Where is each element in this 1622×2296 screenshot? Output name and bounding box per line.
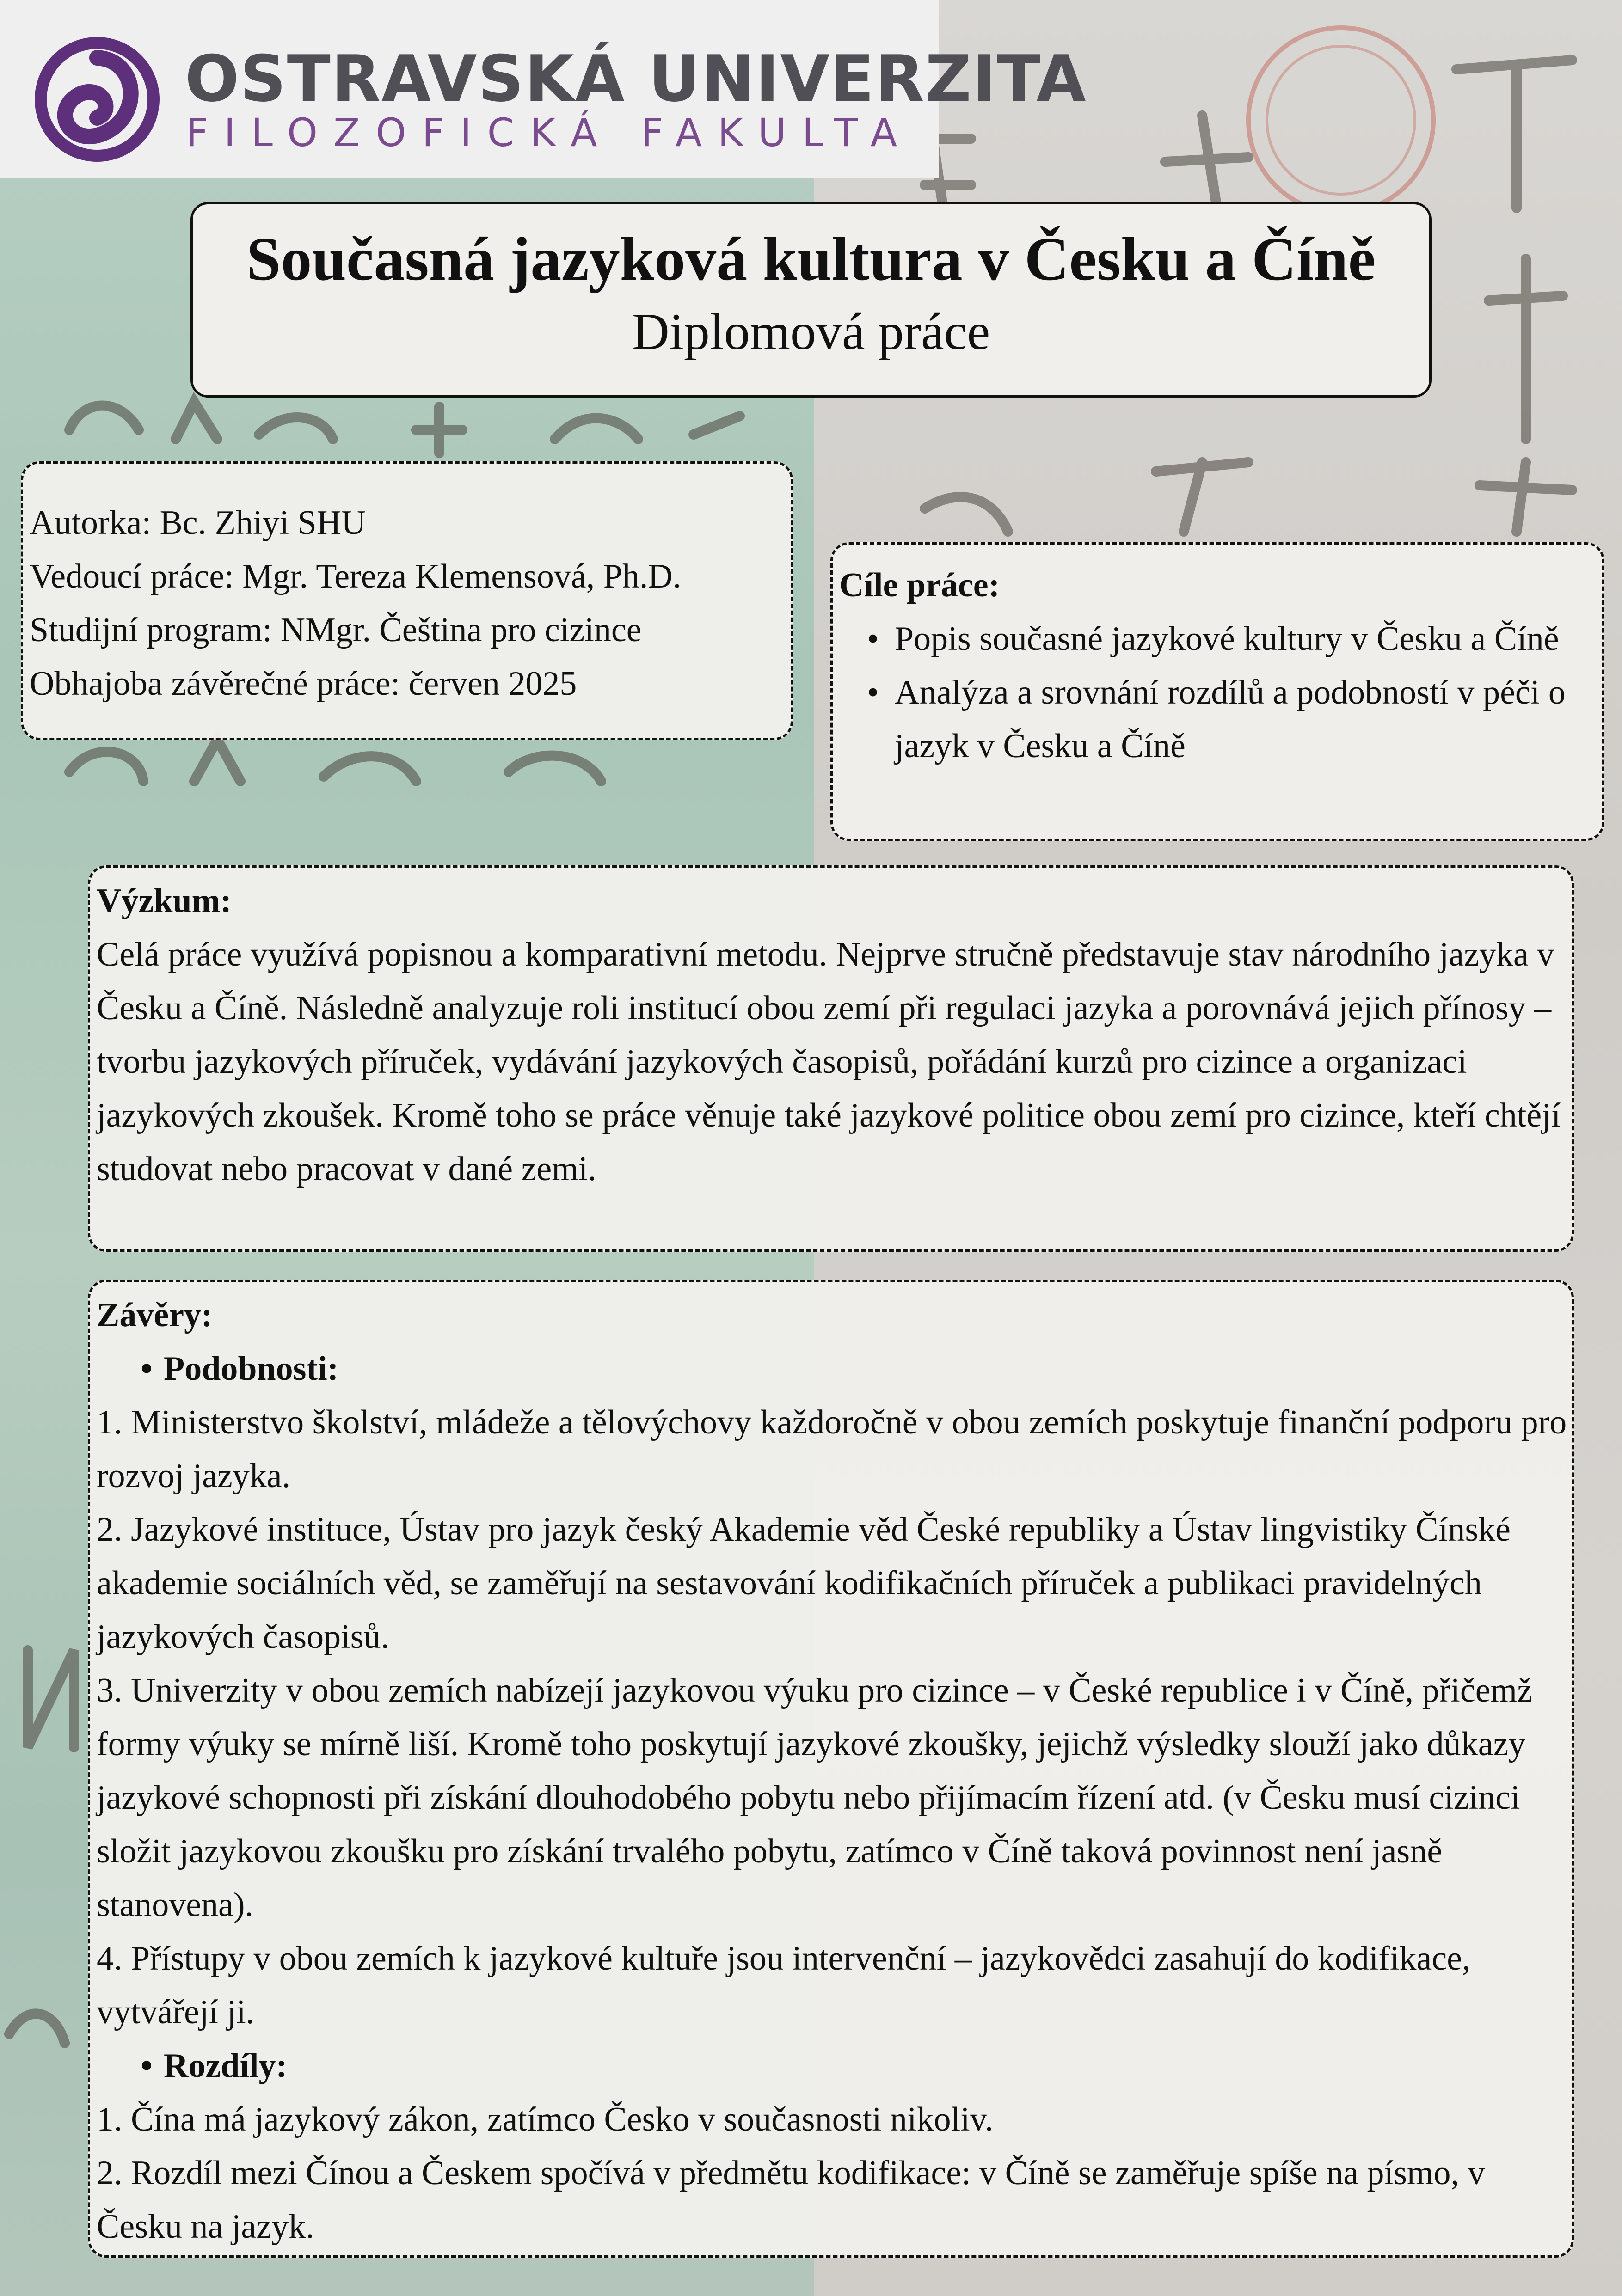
similarity-item: 3. Univerzity v obou zemích nabízejí jazykovou výuku pro cizince – v České republice i v Číně, přičemž formy výuky se mírně liší. Kromě toho poskytují jazykové zkoušky, jejichž výsledky slouží jako důkazy jazykové schopnosti při získání dlouhodobého pobytu nebo přijímacím řízení atd. (v Česku musí cizinci složit jazykovou zkoušku pro získání trvalého pobytu, zatímco v Číně taková povinnost není jasně stanovena). [97, 1671, 1532, 1924]
research-text: Celá práce využívá popisnou a komparativní metodu. Nejprve stručně představuje stav národního jazyka v Česku a Číně. Následně analyzuje roli institucí obou zemí při regulaci jazyka a porovnává jejich přínosy – tvorbu jazykových příruček, vydávání jazykových časopisů, pořádání kurzů pro cizince a organizaci jazykových zkoušek. Kromě toho se práce věnuje také jazykové politice obou zemí pro cizince, kteří chtějí studovat nebo pracovat v dané zemi. [97, 936, 1561, 1188]
goals-list [839, 612, 1602, 773]
goals-heading: Cíle práce: [839, 566, 1000, 604]
faculty-name: FILOZOFICKÁ FAKULTA [186, 110, 913, 155]
conclusions-panel [88, 1280, 1574, 2258]
author-line: Autorka: Bc. Zhiyi SHU [30, 504, 366, 542]
conclusions-heading: Závěry: [97, 1296, 213, 1334]
title-panel [190, 202, 1432, 398]
differences-heading: • Rozdíly: [141, 2047, 288, 2085]
defense-date-line: Obhajoba závěrečné práce: červen 2025 [30, 665, 577, 703]
study-program-line: Studijní program: NMgr. Čeština pro cizince [30, 611, 642, 649]
thesis-title: Současná jazyková kultura v Česku a Číně [246, 225, 1376, 293]
university-logo [0, 0, 1087, 178]
university-logo-mark [32, 37, 162, 162]
goal-item: • Analýza a srovnání rozdílů a podobností v péči o jazyk v Česku a Číně [895, 666, 1602, 773]
author-info-panel [21, 461, 793, 740]
difference-item: 2. Rozdíl mezi Čínou a Českem spočívá v předmětu kodifikace: v Číně se zaměřuje spíše na písmo, v Česku na jazyk. [97, 2154, 1485, 2246]
difference-item: 1. Čína má jazykový zákon, zatímco Česko v současnosti nikoliv. [97, 2100, 994, 2138]
similarities-heading: • Podobnosti: [141, 1350, 339, 1388]
goals-panel [830, 542, 1604, 841]
similarity-item: 4. Přístupy v obou zemích k jazykové kultuře jsou intervenční – jazykovědci zasahují do kodifikace, vytvářejí ji. [97, 1940, 1471, 2031]
university-name: OSTRAVSKÁ UNIVERZITA [185, 42, 1087, 116]
thesis-type: Diplomová práce [632, 303, 990, 361]
research-heading: Výzkum: [97, 882, 232, 920]
similarity-item: 1. Ministerstvo školství, mládeže a tělovýchovy každoročně v obou zemích poskytuje finanční podporu pro rozvoj jazyka. [97, 1403, 1567, 1495]
similarity-item: 2. Jazykové instituce, Ústav pro jazyk český Akademie věd České republiky a Ústav lingvistiky Čínské akademie sociálních věd, se zaměřují na sestavování kodifikačních příruček a publikaci pravidelných jazykových časopisů. [97, 1511, 1511, 1656]
goal-item: • Popis současné jazykové kultury v Česku a Číně [895, 612, 1602, 666]
research-panel [88, 865, 1574, 1252]
supervisor-line: Vedoucí práce: Mgr. Tereza Klemensová, Ph.D. [30, 557, 682, 595]
